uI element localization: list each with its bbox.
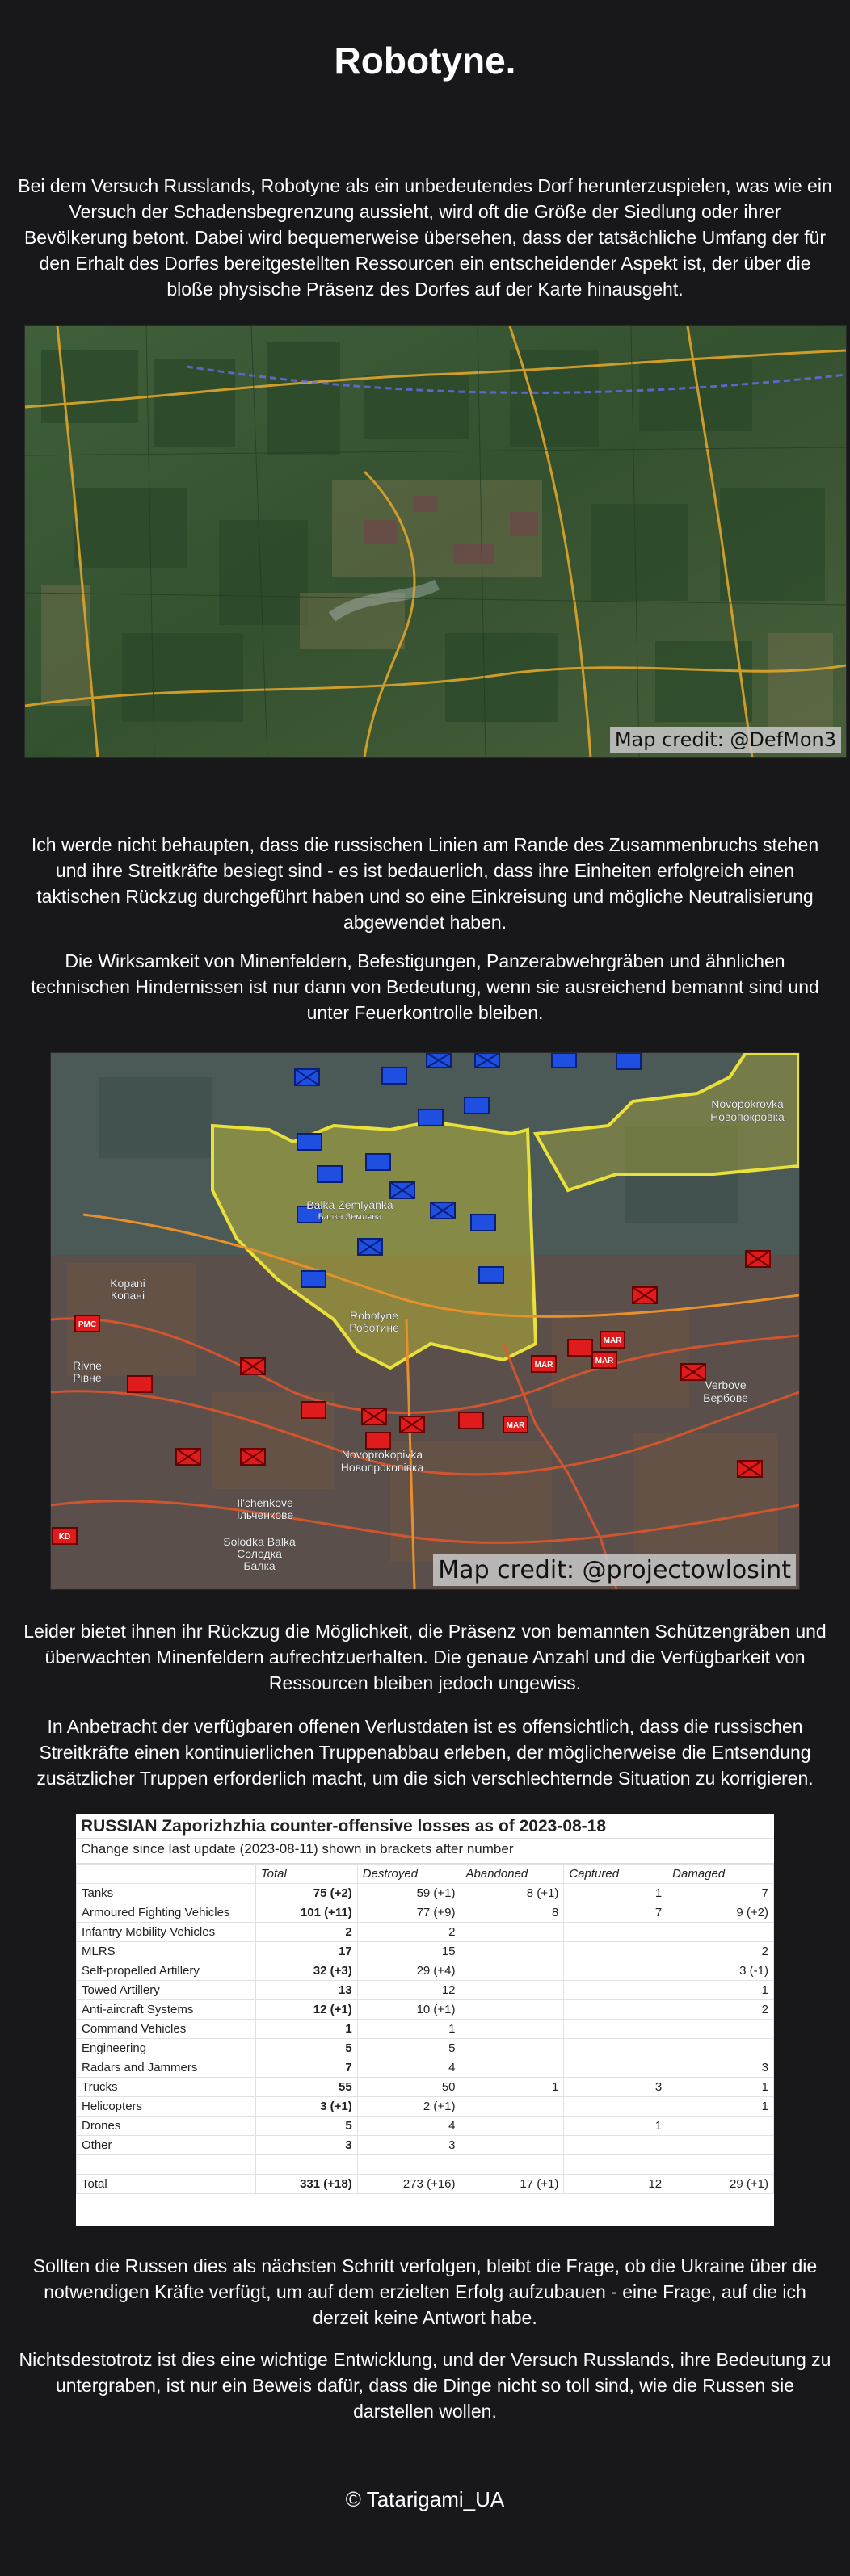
row-abandoned [461, 1981, 564, 2000]
row-destroyed: 1 [357, 2020, 461, 2039]
row-destroyed: 77 (+9) [357, 1903, 461, 1923]
row-abandoned [461, 2020, 564, 2039]
header-total: Total [255, 1865, 357, 1884]
row-captured [564, 2097, 667, 2117]
row-category: Self-propelled Artillery [77, 1961, 256, 1981]
paragraph-trenches: Leider bietet ihnen ihr Rückzug die Möglichkeit, die Präsenz von bemannten Schützengräben und überwachten Minenfeldern aufrechtzuerhalten. Die genaue Anzahl und die Verfügbarkeit von Ressourcen bleiben jedoch ungewiss. [23, 1621, 827, 1693]
row-damaged: 7 [667, 1884, 774, 1903]
total-damaged: 29 (+1) [667, 2175, 774, 2194]
row-category: Radars and Jammers [77, 2058, 256, 2078]
row-destroyed: 59 (+1) [357, 1884, 461, 1903]
table-row [77, 2078, 774, 2097]
loss-table-subtitle: Change since last update (2023-08-11) shown in brackets after number [76, 1839, 774, 1864]
row-damaged: 1 [667, 2097, 774, 2117]
header-damaged: Damaged [667, 1865, 774, 1884]
row-destroyed: 4 [357, 2117, 461, 2136]
row-category: Command Vehicles [77, 2020, 256, 2039]
row-destroyed: 2 (+1) [357, 2097, 461, 2117]
row-captured [564, 2020, 667, 2039]
row-captured: 7 [564, 1903, 667, 1923]
map-credit-projectowl: Map credit: @projectowlosint [433, 1554, 796, 1586]
table-row [77, 2039, 774, 2058]
row-category: Armoured Fighting Vehicles [77, 1903, 256, 1923]
label-verbove-cyr: Вербове [703, 1391, 748, 1404]
total-abandoned: 17 (+1) [461, 2175, 564, 2194]
header-category [77, 1865, 256, 1884]
row-damaged [667, 2136, 774, 2155]
row-abandoned [461, 1942, 564, 1961]
row-category: Helicopters [77, 2097, 256, 2117]
total-total: 331 (+18) [255, 2175, 357, 2194]
row-abandoned [461, 2097, 564, 2117]
row-total: 13 [255, 1981, 357, 2000]
row-total: 7 [255, 2058, 357, 2078]
row-captured [564, 1981, 667, 2000]
row-destroyed: 12 [357, 1981, 461, 2000]
row-abandoned [461, 2117, 564, 2136]
row-total: 75 (+2) [255, 1884, 357, 1903]
row-category: Trucks [77, 2078, 256, 2097]
row-total: 101 (+11) [255, 1903, 357, 1923]
row-total: 32 (+3) [255, 1961, 357, 1981]
row-category: Drones [77, 2117, 256, 2136]
row-destroyed: 29 (+4) [357, 1961, 461, 1981]
row-abandoned: 8 [461, 1903, 564, 1923]
row-abandoned [461, 1961, 564, 1981]
row-category: Towed Artillery [77, 1981, 256, 2000]
row-destroyed: 50 [357, 2078, 461, 2097]
label-robotyne: Robotyne [350, 1309, 398, 1322]
unit-label-mar-2: MAR [595, 1357, 614, 1366]
unit-label-mar-3: MAR [603, 1336, 622, 1345]
table-row [77, 1981, 774, 2000]
row-captured [564, 2136, 667, 2155]
label-novopokrovka-cyr: Новопокровка [710, 1110, 785, 1123]
row-damaged: 3 (-1) [667, 1961, 774, 1981]
label-rivne: Rivne [73, 1359, 102, 1372]
total-captured: 12 [564, 2175, 667, 2194]
row-total: 1 [255, 2020, 357, 2039]
label-solodka-cyr1: Солодка [237, 1547, 282, 1560]
label-ilchenkove-cyr: Ільченкове [236, 1508, 294, 1521]
unit-label-mar-1: MAR [534, 1361, 553, 1370]
label-kopani-cyr: Копані [110, 1289, 145, 1302]
loss-table-title: RUSSIAN Zaporizhzhia counter-offensive losses as of 2023-08-18 [76, 1814, 774, 1839]
row-damaged: 9 (+2) [667, 1903, 774, 1923]
loss-table-spacer-row [77, 2155, 774, 2175]
paragraph-losses: In Anbetracht der verfügbaren offenen Verlustdaten ist es offensichtlich, dass die russischen Streitkräfte einen kontinuierlichen Truppenabbau erleben, der möglicherweise die Entsendung zusätzlicher Truppen erforderlich macht, um die sich verschlechternde Situation zu korrigieren. [36, 1716, 814, 1789]
unit-label-mar-4: MAR [506, 1421, 525, 1430]
row-abandoned: 1 [461, 2078, 564, 2097]
map-credit-defmon: Map credit: @DefMon3 [610, 727, 841, 753]
label-robotyne-cyr: Роботине [349, 1321, 399, 1334]
unit-label-kd: KD [58, 1533, 71, 1542]
satellite-map-graphic [25, 326, 846, 757]
label-solodka-cyr2: Балка [243, 1559, 276, 1572]
loss-table-grid [76, 1864, 774, 2194]
row-total: 5 [255, 2117, 357, 2136]
row-captured [564, 2039, 667, 2058]
table-row [77, 2020, 774, 2039]
page-title: Robotyne. [334, 40, 516, 82]
label-verbove: Verbove [705, 1378, 747, 1391]
row-category: Anti-aircraft Systems [77, 2000, 256, 2020]
row-total: 3 (+1) [255, 2097, 357, 2117]
tactical-map-graphic [51, 1053, 799, 1589]
loss-table-body [77, 1884, 774, 2155]
unit-label-pmc: PMC [78, 1320, 97, 1329]
header-captured: Captured [564, 1865, 667, 1884]
loss-table-header-row [77, 1865, 774, 1884]
table-row [77, 1903, 774, 1923]
row-total: 2 [255, 1923, 357, 1942]
row-damaged: 1 [667, 1981, 774, 2000]
table-row [77, 2097, 774, 2117]
row-abandoned [461, 2000, 564, 2020]
row-damaged: 2 [667, 1942, 774, 1961]
row-total: 3 [255, 2136, 357, 2155]
row-damaged: 2 [667, 2000, 774, 2020]
row-total: 5 [255, 2039, 357, 2058]
label-balka-cyr: Балка Земляна [318, 1212, 382, 1222]
table-row [77, 1942, 774, 1961]
row-abandoned: 8 (+1) [461, 1884, 564, 1903]
row-category: Other [77, 2136, 256, 2155]
row-captured: 1 [564, 1884, 667, 1903]
loss-table-total-row [77, 2175, 774, 2194]
paragraph-intro: Bei dem Versuch Russlands, Robotyne als ein unbedeutendes Dorf herunterzuspielen, was wie ein Versuch der Schadensbegrenzung aussieht, wird oft die Größe der Siedlung oder ihrer Bevölkerung betont. Dabei wird bequemerweise übersehen, dass der tatsächliche Umfang der für den Erhalt des Dorfes bereitgestellten Ressourcen ein entscheidender Aspekt ist, der über die bloße physische Präsenz des Dorfes auf der Karte hinausgeht. [18, 175, 832, 300]
row-destroyed: 15 [357, 1942, 461, 1961]
label-novopokrovka: Novopokrovka [711, 1097, 784, 1110]
row-damaged [667, 2020, 774, 2039]
label-novoprokopivka: Novoprokopivka [341, 1448, 423, 1461]
table-row [77, 1961, 774, 1981]
table-row [77, 2117, 774, 2136]
header-destroyed: Destroyed [357, 1865, 461, 1884]
paragraph-retreat: Ich werde nicht behaupten, dass die russischen Linien am Rande des Zusammenbruchs stehen und ihre Streitkräfte besiegt sind - es ist bedauerlich, dass ihre Einheiten erfolgreich einen taktischen Rückzug durchgeführt haben und so eine Einkreisung und mögliche Neutralisierung abgewendet haben. [31, 834, 819, 933]
row-destroyed: 4 [357, 2058, 461, 2078]
row-destroyed: 2 [357, 1923, 461, 1942]
paragraph-conclusion: Nichtsdestotrotz ist dies eine wichtige Entwicklung, und der Versuch Russlands, ihre Bedeutung zu untergraben, ist nur ein Beweis dafür, dass die Dinge nicht so toll sind, wie die Russen sie darstellen wollen. [19, 2349, 831, 2422]
row-destroyed: 5 [357, 2039, 461, 2058]
row-damaged [667, 2039, 774, 2058]
row-abandoned [461, 2039, 564, 2058]
row-category: Infantry Mobility Vehicles [77, 1923, 256, 1942]
row-abandoned [461, 2058, 564, 2078]
table-row [77, 2136, 774, 2155]
total-label: Total [77, 2175, 256, 2194]
row-damaged [667, 1923, 774, 1942]
row-captured [564, 1961, 667, 1981]
row-category: MLRS [77, 1942, 256, 1961]
table-row [77, 1884, 774, 1903]
label-novoprokopivka-cyr: Новопрокопівка [340, 1461, 424, 1474]
row-abandoned [461, 2136, 564, 2155]
row-destroyed: 10 (+1) [357, 2000, 461, 2020]
header-abandoned: Abandoned [461, 1865, 564, 1884]
label-solodka: Solodka Balka [223, 1535, 296, 1548]
row-captured: 1 [564, 2117, 667, 2136]
loss-table [76, 1814, 774, 2226]
row-damaged [667, 2117, 774, 2136]
row-destroyed: 3 [357, 2136, 461, 2155]
label-ilchenkove: Il'chenkove [237, 1496, 293, 1509]
row-captured [564, 2058, 667, 2078]
table-row [77, 1923, 774, 1942]
row-abandoned [461, 1923, 564, 1942]
row-damaged: 1 [667, 2078, 774, 2097]
row-total: 55 [255, 2078, 357, 2097]
total-destroyed: 273 (+16) [357, 2175, 461, 2194]
label-rivne-cyr: Рівне [73, 1371, 102, 1384]
table-row [77, 2058, 774, 2078]
footer-copyright: © Tatarigami_UA [345, 2487, 505, 2511]
row-total: 17 [255, 1942, 357, 1961]
label-balka: Balka Zemlyanka [306, 1198, 393, 1211]
row-category: Tanks [77, 1884, 256, 1903]
label-kopani: Kopani [110, 1277, 145, 1290]
row-damaged: 3 [667, 2058, 774, 2078]
row-captured [564, 1923, 667, 1942]
table-row [77, 2000, 774, 2020]
tactical-map-image [50, 1052, 800, 1590]
row-captured [564, 2000, 667, 2020]
row-captured: 3 [564, 2078, 667, 2097]
satellite-map-image [24, 325, 847, 758]
paragraph-obstacles: Die Wirksamkeit von Minenfeldern, Befestigungen, Panzerabwehrgräben und ähnlichen technischen Hindernissen ist nur dann von Bedeutung, wenn sie ausreichend bemannt sind und unter Feuerkontrolle bleiben. [31, 950, 819, 1023]
row-category: Engineering [77, 2039, 256, 2058]
row-total: 12 (+1) [255, 2000, 357, 2020]
row-captured [564, 1942, 667, 1961]
paragraph-next-step: Sollten die Russen dies als nächsten Schritt verfolgen, bleibt die Frage, ob die Ukraine über die notwendigen Kräfte verfügt, um auf dem erzielten Erfolg aufzubauen - eine Frage, auf die ich derzeit keine Antwort habe. [32, 2255, 818, 2328]
